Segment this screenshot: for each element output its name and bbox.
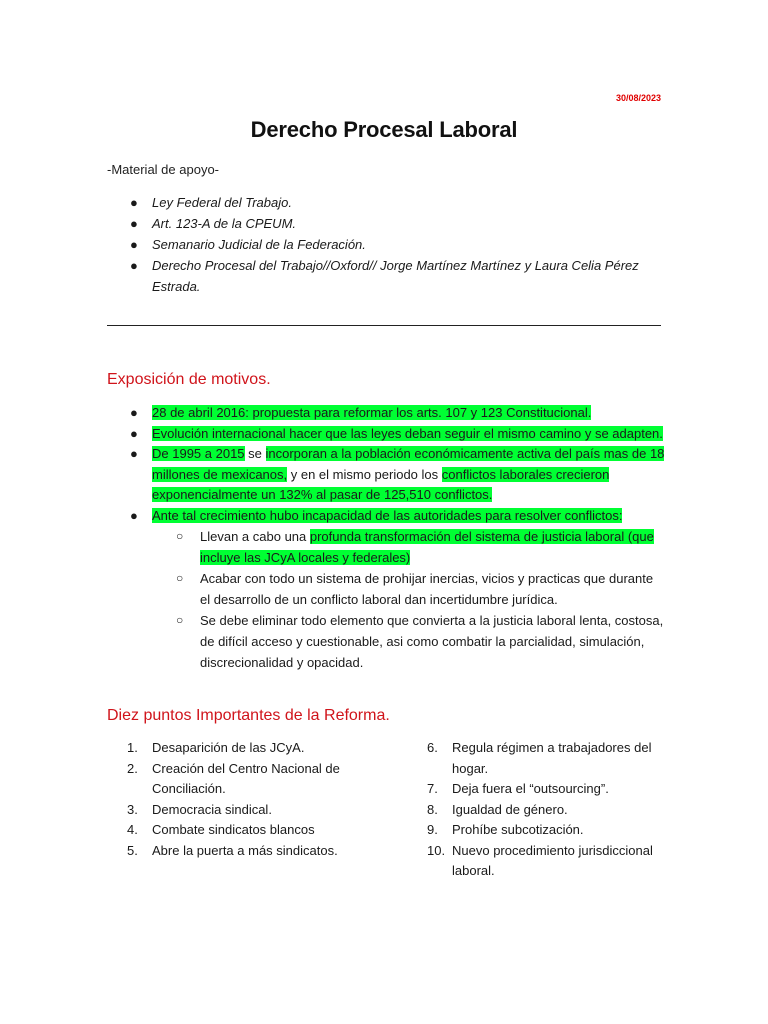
reference-item: ● Ley Federal del Trabajo.: [130, 192, 660, 213]
motives-list: [130, 403, 665, 673]
reform-point: [427, 800, 667, 821]
section-heading-motivos: Exposición de motivos.: [107, 371, 271, 388]
highlighted-text: Ante tal crecimiento hubo incapacidad de las autoridades para resolver conflictos:: [152, 507, 623, 523]
bullet-icon: ●: [130, 195, 138, 210]
reform-point: [127, 841, 387, 862]
reform-points-right: [427, 738, 667, 882]
point-number: 3.: [127, 801, 138, 817]
point-number: 4.: [127, 822, 138, 837]
point-number: 6.: [427, 740, 438, 755]
point-text: Combate sindicatos blancos: [152, 822, 315, 837]
point-number: 1.: [127, 740, 138, 755]
point-text: Desaparición de las JCyA.: [152, 740, 305, 755]
reform-point: [427, 738, 667, 779]
motive-item: [130, 444, 665, 506]
reform-points-left: [127, 738, 387, 861]
plain-text: Se debe eliminar todo elemento que convierta a la justicia laboral lenta, costosa, de difícil acceso y cuestionable, asi como combatir la parcialidad, simulación, discrecionalidad y opacidad.: [200, 613, 664, 670]
reference-list: [130, 192, 660, 297]
bullet-icon: ●: [130, 216, 138, 231]
highlighted-text: profunda transformación del sistema de justicia laboral (que incluye las JCyA locales y federales): [200, 529, 654, 565]
highlighted-text: De 1995 a 2015: [152, 446, 245, 461]
motive-subitem: [176, 610, 665, 673]
reform-point: [127, 820, 387, 841]
document-subtitle: -Material de apoyo-: [107, 162, 219, 177]
highlighted-text: conflictos laborales crecieron exponencialmente un 132% al pasar de 125,510 conflictos.: [152, 466, 610, 502]
document-date: 30/08/2023: [615, 93, 661, 103]
point-number: 5.: [127, 842, 138, 858]
bullet-icon: ●: [130, 237, 138, 252]
plain-text: se: [244, 446, 266, 461]
point-number: 8.: [427, 801, 438, 817]
reference-item: ● Semanario Judicial de la Federación.: [130, 234, 660, 255]
highlighted-text: incorporan a la población económicamente activa del país mas de 18 millones de mexicanos,: [152, 446, 665, 482]
bullet-icon: ●: [130, 507, 138, 523]
motive-subitem: [176, 568, 665, 610]
motive-item: [130, 506, 665, 674]
motive-sublist: [152, 526, 665, 673]
circle-bullet-icon: ○: [176, 529, 184, 543]
section-heading-puntos: Diez puntos Importantes de la Reforma.: [107, 707, 390, 724]
motive-item: [130, 424, 665, 445]
reform-point: [427, 841, 667, 882]
point-text: Nuevo procedimiento jurisdiccional laboral.: [452, 842, 653, 878]
document-title: Derecho Procesal Laboral: [250, 117, 518, 142]
plain-text: Acabar con todo un sistema de prohijar inercias, vicios y practicas que durante el desarrollo de un conflicto laboral dan incertidumbre jurídica.: [200, 571, 654, 607]
point-text: Deja fuera el “outsourcing”.: [452, 781, 609, 796]
point-text: Creación del Centro Nacional de Conciliación.: [152, 760, 340, 796]
reform-point: [127, 738, 387, 759]
circle-bullet-icon: ○: [176, 613, 184, 627]
circle-bullet-icon: ○: [176, 571, 184, 585]
point-number: 9.: [427, 822, 438, 837]
bullet-icon: ●: [130, 425, 138, 441]
bullet-icon: ●: [130, 258, 138, 273]
plain-text: y en el mismo periodo los: [287, 466, 442, 482]
highlighted-text: 28 de abril 2016: propuesta para reformar los arts. 107 y 123 Constitucional.: [152, 405, 592, 420]
point-text: Regula régimen a trabajadores del hogar.: [452, 740, 652, 776]
point-text: Abre la puerta a más sindicatos.: [152, 842, 338, 858]
point-number: 10.: [427, 842, 446, 858]
point-text: Democracia sindical.: [152, 801, 272, 817]
reform-point: [127, 759, 387, 800]
bullet-icon: ●: [130, 405, 138, 420]
motive-subitem: [176, 526, 665, 568]
reform-point: [427, 820, 667, 841]
reference-item: ● Derecho Procesal del Trabajo//Oxford// Jorge Martínez Martínez y Laura Celia Pérez Estrada.: [130, 255, 660, 297]
point-number: 7.: [427, 781, 438, 796]
reform-point: [427, 779, 667, 800]
motive-item: [130, 403, 665, 424]
reference-item: ● Art. 123-A de la CPEUM.: [130, 213, 660, 234]
horizontal-divider: [107, 325, 661, 326]
point-text: Igualdad de género.: [452, 801, 568, 817]
point-number: 2.: [127, 760, 138, 776]
plain-text: Llevan a cabo una: [200, 529, 310, 544]
bullet-icon: ●: [130, 446, 138, 461]
reform-point: [127, 800, 387, 821]
highlighted-text: Evolución internacional hacer que las leyes deban seguir el mismo camino y se adapten.: [152, 425, 663, 441]
point-text: Prohíbe subcotización.: [452, 822, 584, 837]
